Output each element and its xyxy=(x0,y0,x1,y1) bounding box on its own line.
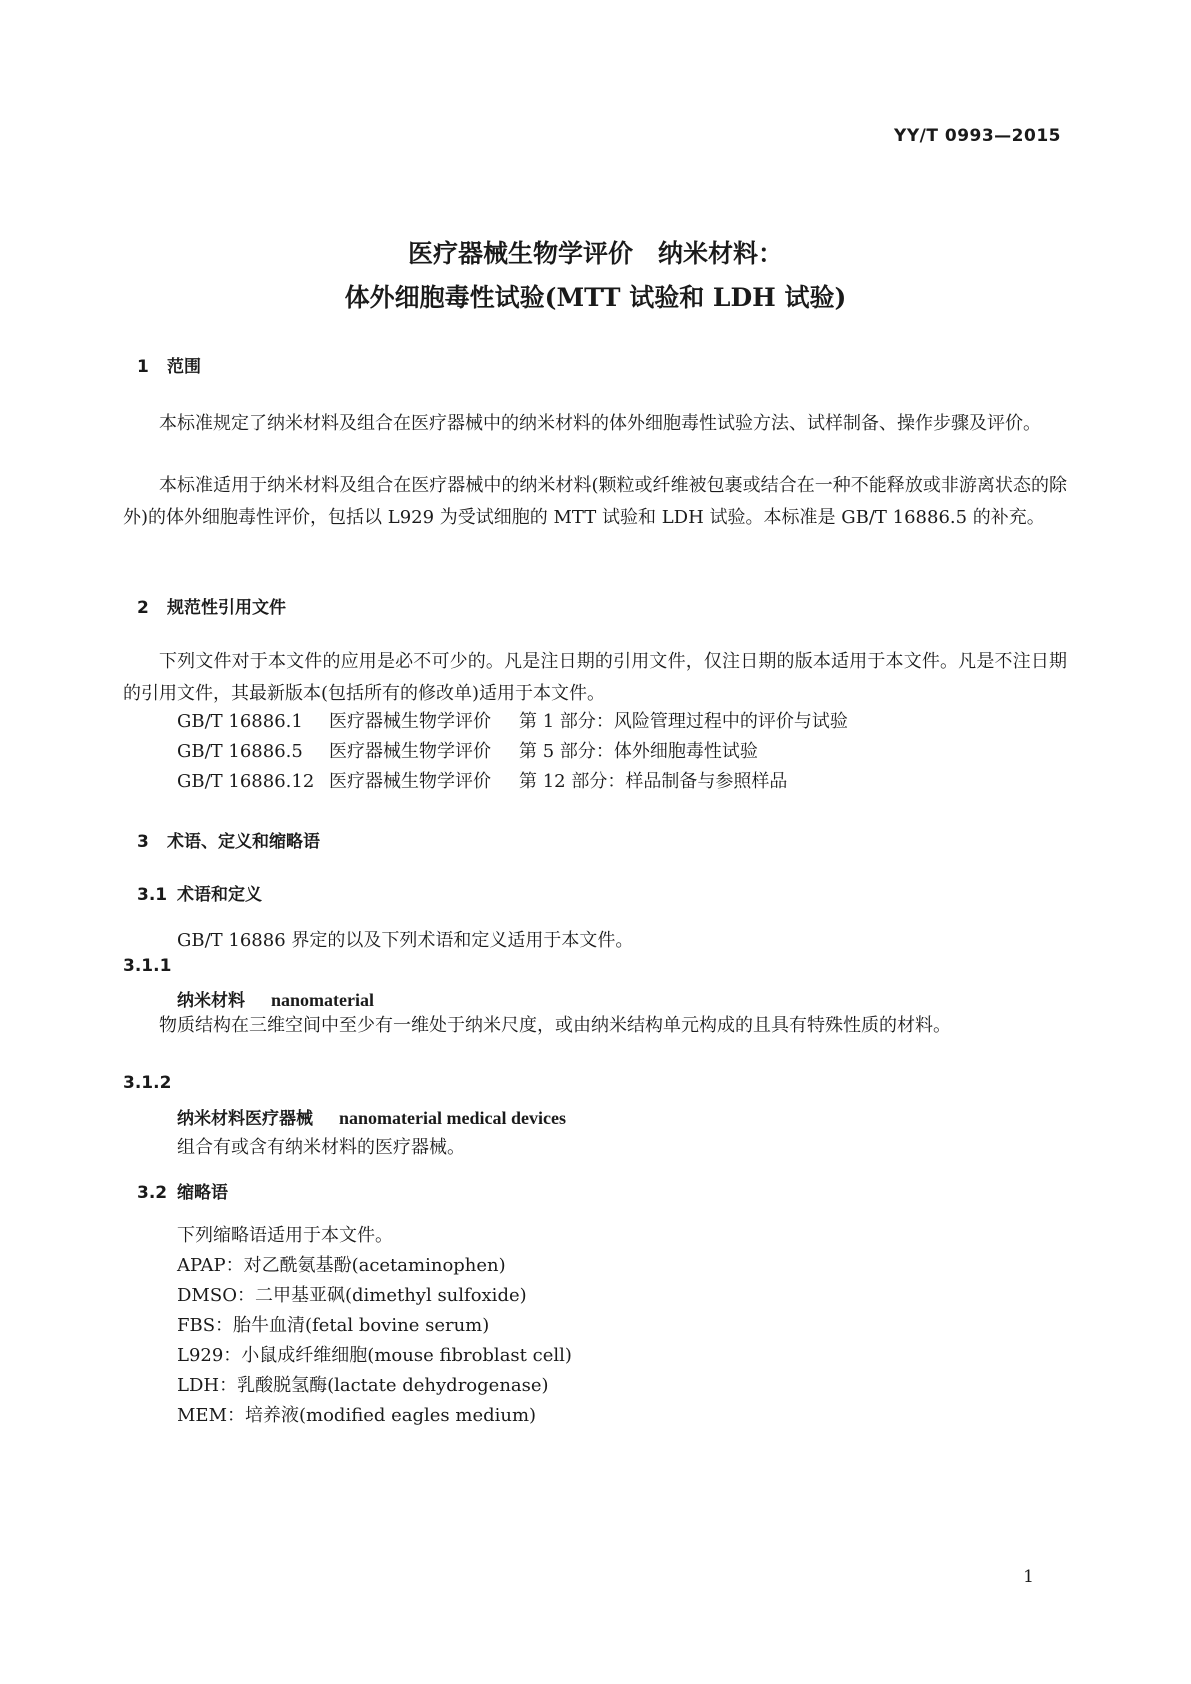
abbreviation-item: APAP：对乙酰氨基酚(acetaminophen) xyxy=(177,1255,506,1276)
abbreviations-intro: 下列缩略语适用于本文件。 xyxy=(177,1225,393,1246)
document-code: YY/T 0993—2015 xyxy=(894,126,1061,146)
term-chinese: 纳米材料医疗器械 xyxy=(177,1109,313,1129)
term-definition: 组合有或含有纳米材料的医疗器械。 xyxy=(177,1137,465,1158)
subsection-number: 3.1 xyxy=(137,885,168,905)
reference-part: 第 12 部分：样品制备与参照样品 xyxy=(519,771,788,792)
subsection-title: 术语和定义 xyxy=(177,885,262,905)
term-english: nanomaterial xyxy=(271,990,374,1010)
term-chinese: 纳米材料 xyxy=(177,991,245,1011)
abbreviation-item: DMSO：二甲基亚砜(dimethyl sulfoxide) xyxy=(177,1285,527,1306)
page-number: 1 xyxy=(1023,1567,1034,1587)
reference-part: 第 5 部分：体外细胞毒性试验 xyxy=(519,741,758,762)
reference-title: 医疗器械生物学评价 xyxy=(329,771,491,792)
term-number: 3.1.1 xyxy=(123,956,172,976)
reference-code: GB/T 16886.12 xyxy=(177,771,315,792)
normative-reference xyxy=(177,737,758,763)
term-entry xyxy=(177,1104,566,1129)
section-1-heading xyxy=(137,352,201,377)
abbreviation-item: LDH：乳酸脱氢酶(lactate dehydrogenase) xyxy=(177,1375,549,1396)
section-title: 范围 xyxy=(167,357,201,377)
subsection-3-1-heading xyxy=(137,880,262,905)
section-title: 规范性引用文件 xyxy=(167,598,286,618)
terms-intro: GB/T 16886 界定的以及下列术语和定义适用于本文件。 xyxy=(177,930,634,951)
subsection-3-2-heading xyxy=(137,1178,228,1203)
section-2-heading xyxy=(137,593,286,618)
section-number: 2 xyxy=(137,598,149,618)
subsection-number: 3.2 xyxy=(137,1183,168,1203)
term-entry xyxy=(177,986,374,1011)
reference-title: 医疗器械生物学评价 xyxy=(329,741,491,762)
reference-code: GB/T 16886.1 xyxy=(177,711,303,732)
section-number: 3 xyxy=(137,832,149,852)
reference-title: 医疗器械生物学评价 xyxy=(329,711,491,732)
reference-part: 第 1 部分：风险管理过程中的评价与试验 xyxy=(519,711,848,732)
term-english: nanomaterial medical devices xyxy=(339,1108,566,1128)
subsection-title: 缩略语 xyxy=(177,1183,228,1203)
normative-reference xyxy=(177,707,848,733)
title-line-2: 体外细胞毒性试验(MTT 试验和 LDH 试验) xyxy=(344,283,847,312)
term-number: 3.1.2 xyxy=(123,1073,172,1093)
reference-code: GB/T 16886.5 xyxy=(177,741,303,762)
section-title: 术语、定义和缩略语 xyxy=(167,832,320,852)
term-definition: 物质结构在三维空间中至少有一维处于纳米尺度，或由纳米结构单元构成的且具有特殊性质的材料。 xyxy=(159,1015,951,1036)
section-1-paragraph-2: 本标准适用于纳米材料及组合在医疗器械中的纳米材料(颗粒或纤维被包裹或结合在一种不能释放或非游离状态的除外)的体外细胞毒性评价，包括以 L929 为受试细胞的 MTT 试验和 LDH 试验。本标准是 GB/T 16886.5 的补充。 xyxy=(123,475,1067,528)
section-3-heading xyxy=(137,827,320,852)
abbreviation-item: L929：小鼠成纤维细胞(mouse fibroblast cell) xyxy=(177,1345,572,1366)
normative-reference xyxy=(177,767,787,793)
abbreviation-item: FBS：胎牛血清(fetal bovine serum) xyxy=(177,1315,490,1336)
title-line-1: 医疗器械生物学评价 纳米材料： xyxy=(407,239,783,268)
section-number: 1 xyxy=(137,357,149,377)
section-2-paragraph: 下列文件对于本文件的应用是必不可少的。凡是注日期的引用文件，仅注日期的版本适用于本文件。凡是不注日期的引用文件，其最新版本(包括所有的修改单)适用于本文件。 xyxy=(123,651,1067,704)
section-1-paragraph-1: 本标准规定了纳米材料及组合在医疗器械中的纳米材料的体外细胞毒性试验方法、试样制备、操作步骤及评价。 xyxy=(159,413,1041,434)
abbreviation-item: MEM：培养液(modified eagles medium) xyxy=(177,1405,537,1426)
